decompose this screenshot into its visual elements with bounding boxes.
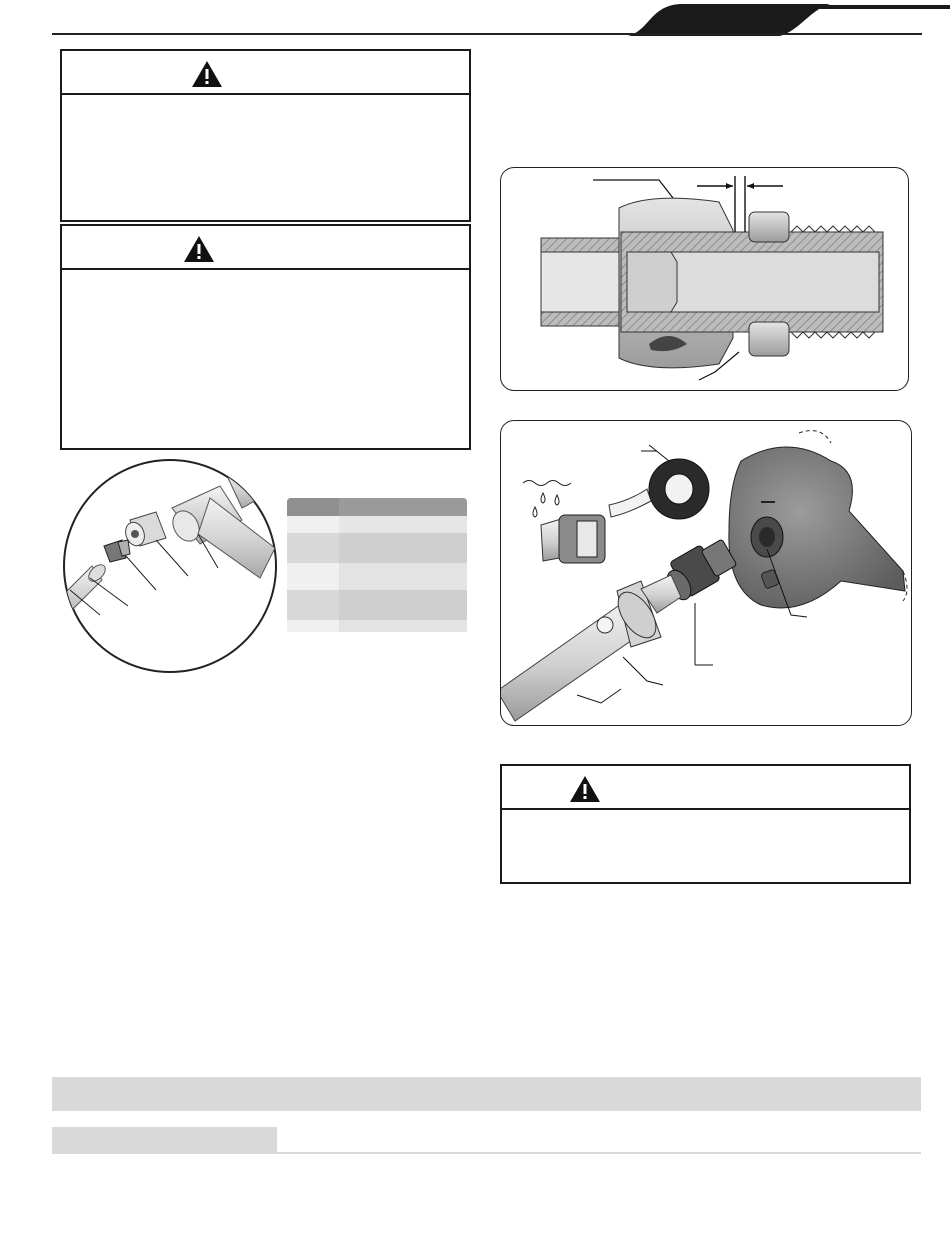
table-row (287, 516, 467, 533)
cross-section-drawing (501, 168, 909, 391)
warning-triangle-icon (190, 59, 224, 89)
warning-header (62, 51, 469, 95)
warning-box-2 (60, 224, 471, 450)
table-row (287, 620, 467, 632)
table-row (287, 533, 467, 563)
table-row (287, 590, 467, 620)
subsection-rule (277, 1152, 921, 1154)
exploded-install-figure (500, 420, 912, 726)
warning-triangle-icon (568, 774, 602, 804)
table-row (287, 563, 467, 590)
exploded-drawing (501, 421, 912, 726)
pipe-assembly-circle-figure (60, 458, 282, 674)
subsection-heading-tab (52, 1127, 277, 1154)
warning-triangle-icon (182, 234, 216, 264)
parts-table (287, 498, 467, 644)
header-rule (52, 33, 922, 35)
warning-box-3 (500, 764, 911, 884)
header-tab (620, 0, 950, 36)
warning-box-1 (60, 49, 471, 222)
table-header (287, 498, 467, 516)
section-heading-bar (52, 1077, 921, 1111)
fitting-cross-section-figure (500, 167, 909, 391)
warning-header (62, 226, 469, 270)
warning-header (502, 766, 909, 810)
